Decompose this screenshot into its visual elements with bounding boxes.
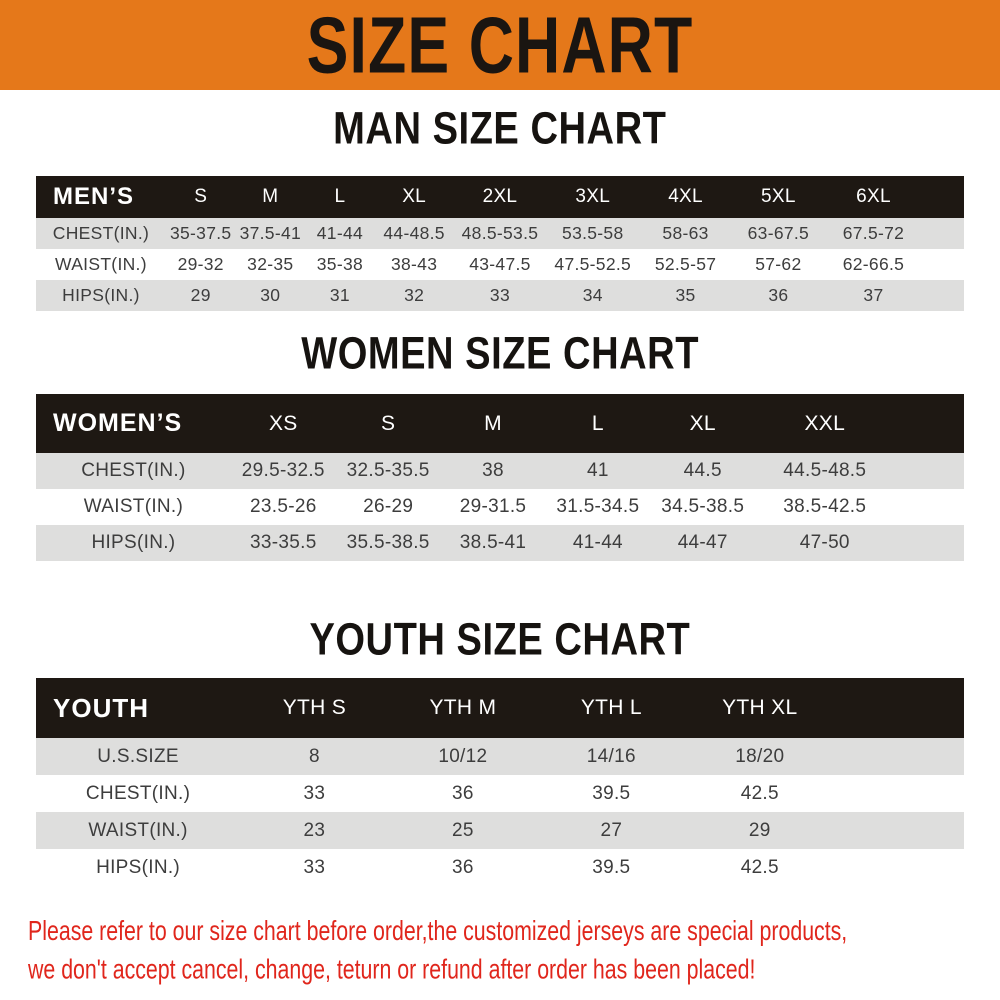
table-row xyxy=(36,489,964,525)
size-column-header: 2XL xyxy=(482,186,518,207)
youth-size-table xyxy=(36,678,964,886)
size-value-cell: 34.5-38.5 xyxy=(661,496,745,517)
size-column-header: M xyxy=(484,411,502,435)
size-value-cell: 32.5-35.5 xyxy=(346,460,430,481)
row-label-cell: HIPS(IN.) xyxy=(96,856,181,878)
table-header-row xyxy=(36,176,964,218)
size-value-cell: 36 xyxy=(451,856,474,878)
disclaimer-note xyxy=(28,912,968,989)
size-value-cell: 47.5-52.5 xyxy=(554,254,632,274)
size-value-cell: 57-62 xyxy=(755,254,802,274)
size-column-header: YTH XL xyxy=(722,696,798,719)
row-label-cell: WAIST(IN.) xyxy=(83,496,184,517)
size-column-header: XXL xyxy=(804,411,846,435)
row-label-cell: HIPS(IN.) xyxy=(62,285,140,305)
table-title-cell: WOMEN’S xyxy=(53,409,183,437)
size-value-cell: 35 xyxy=(675,285,696,305)
size-value-cell: 37 xyxy=(863,285,884,305)
size-value-cell: 38-43 xyxy=(390,254,438,274)
size-value-cell: 8 xyxy=(308,745,320,767)
youth-section-heading xyxy=(0,614,1000,665)
size-value-cell: 14/16 xyxy=(586,745,636,767)
size-value-cell: 33 xyxy=(303,856,326,878)
size-value-cell: 26-29 xyxy=(363,496,414,517)
size-value-cell: 23.5-26 xyxy=(250,496,317,517)
size-value-cell: 38.5-41 xyxy=(459,532,527,553)
size-value-cell: 53.5-58 xyxy=(562,223,624,243)
womens-section-heading xyxy=(0,328,1000,379)
size-value-cell: 34 xyxy=(582,285,603,305)
size-column-header: 4XL xyxy=(668,186,703,207)
womens-section-heading-text: WOMEN SIZE CHART xyxy=(301,328,699,379)
row-label-cell: CHEST(IN.) xyxy=(81,460,186,481)
size-value-cell: 44-47 xyxy=(677,532,728,553)
size-column-header: S xyxy=(381,411,396,435)
size-column-header: L xyxy=(591,411,604,435)
size-column-header: XL xyxy=(689,411,716,435)
size-value-cell: 35-38 xyxy=(316,254,364,274)
size-column-header: XS xyxy=(268,411,298,435)
size-value-cell: 41-44 xyxy=(572,532,623,553)
size-value-cell: 52.5-57 xyxy=(654,254,717,274)
size-value-cell: 29 xyxy=(748,819,771,841)
size-column-header: 3XL xyxy=(575,186,611,207)
size-value-cell: 44-48.5 xyxy=(383,223,445,243)
size-column-header: YTH S xyxy=(282,696,347,719)
size-value-cell: 48.5-53.5 xyxy=(461,223,539,243)
table-row xyxy=(36,525,964,561)
size-value-cell: 42.5 xyxy=(740,856,779,878)
table-row xyxy=(36,812,964,849)
size-value-cell: 29 xyxy=(190,285,211,305)
size-value-cell: 18/20 xyxy=(735,745,785,767)
size-value-cell: 38.5-42.5 xyxy=(783,496,867,517)
size-value-cell: 33 xyxy=(489,285,510,305)
table-title-cell: YOUTH xyxy=(53,692,149,723)
table-header-row xyxy=(36,678,964,738)
size-value-cell: 29.5-32.5 xyxy=(241,460,325,481)
size-value-cell: 29-31.5 xyxy=(459,496,527,517)
size-value-cell: 10/12 xyxy=(438,745,488,767)
size-value-cell: 33 xyxy=(303,782,326,804)
table-row xyxy=(36,280,964,311)
table-row xyxy=(36,453,964,489)
size-column-header: M xyxy=(262,186,279,207)
size-column-header: YTH L xyxy=(580,696,642,719)
mens-size-table xyxy=(36,176,964,311)
row-label-cell: WAIST(IN.) xyxy=(88,819,188,841)
row-label-cell: HIPS(IN.) xyxy=(91,532,176,553)
size-value-cell: 32 xyxy=(404,285,425,305)
table-row xyxy=(36,249,964,280)
size-column-header: XL xyxy=(402,186,427,207)
size-value-cell: 41-44 xyxy=(316,223,364,243)
mens-section-heading-text: MAN SIZE CHART xyxy=(333,103,667,154)
page-title: SIZE CHART xyxy=(306,0,694,90)
row-label-cell: U.S.SIZE xyxy=(97,745,179,767)
size-value-cell: 27 xyxy=(600,819,623,841)
size-column-header: YTH M xyxy=(429,696,497,719)
youth-section-heading-text: YOUTH SIZE CHART xyxy=(309,614,691,665)
table-title-cell: MEN’S xyxy=(53,183,135,210)
size-value-cell: 41 xyxy=(587,460,609,481)
size-value-cell: 44.5-48.5 xyxy=(783,460,867,481)
size-value-cell: 43-47.5 xyxy=(469,254,531,274)
row-label-cell: CHEST(IN.) xyxy=(52,223,150,243)
size-value-cell: 44.5 xyxy=(683,460,722,481)
size-column-header: S xyxy=(194,186,208,207)
size-value-cell: 39.5 xyxy=(592,856,631,878)
table-row xyxy=(36,775,964,812)
size-value-cell: 63-67.5 xyxy=(747,223,810,243)
mens-section-heading xyxy=(0,103,1000,154)
table-row xyxy=(36,849,964,886)
size-column-header: L xyxy=(334,186,346,207)
size-value-cell: 58-63 xyxy=(662,223,709,243)
size-value-cell: 36 xyxy=(451,782,474,804)
size-value-cell: 31.5-34.5 xyxy=(556,496,640,517)
size-value-cell: 67.5-72 xyxy=(842,223,905,243)
womens-size-table xyxy=(36,394,964,561)
size-value-cell: 62-66.5 xyxy=(842,254,905,274)
row-label-cell: CHEST(IN.) xyxy=(85,782,191,804)
disclaimer-line-2: we don't accept cancel, change, teturn or refund after order has been placed! xyxy=(28,953,756,985)
size-value-cell: 35-37.5 xyxy=(169,223,232,243)
size-value-cell: 30 xyxy=(260,285,281,305)
disclaimer-line-1: Please refer to our size chart before order,the customized jerseys are special products, xyxy=(28,915,848,947)
size-value-cell: 47-50 xyxy=(799,532,850,553)
table-header-row xyxy=(36,394,964,453)
size-value-cell: 36 xyxy=(768,285,789,305)
size-value-cell: 32-35 xyxy=(247,254,294,274)
size-column-header: 5XL xyxy=(760,186,796,207)
size-value-cell: 42.5 xyxy=(740,782,779,804)
size-value-cell: 37.5-41 xyxy=(239,223,302,243)
size-value-cell: 25 xyxy=(451,819,474,841)
table-row xyxy=(36,218,964,249)
size-value-cell: 33-35.5 xyxy=(250,532,317,553)
size-value-cell: 31 xyxy=(329,285,350,305)
size-value-cell: 39.5 xyxy=(592,782,631,804)
size-value-cell: 38 xyxy=(482,460,504,481)
table-row xyxy=(36,738,964,775)
size-value-cell: 23 xyxy=(303,819,326,841)
size-value-cell: 35.5-38.5 xyxy=(346,532,430,553)
size-value-cell: 29-32 xyxy=(177,254,224,274)
row-label-cell: WAIST(IN.) xyxy=(55,254,147,274)
size-column-header: 6XL xyxy=(856,186,891,207)
title-banner xyxy=(0,0,1000,90)
